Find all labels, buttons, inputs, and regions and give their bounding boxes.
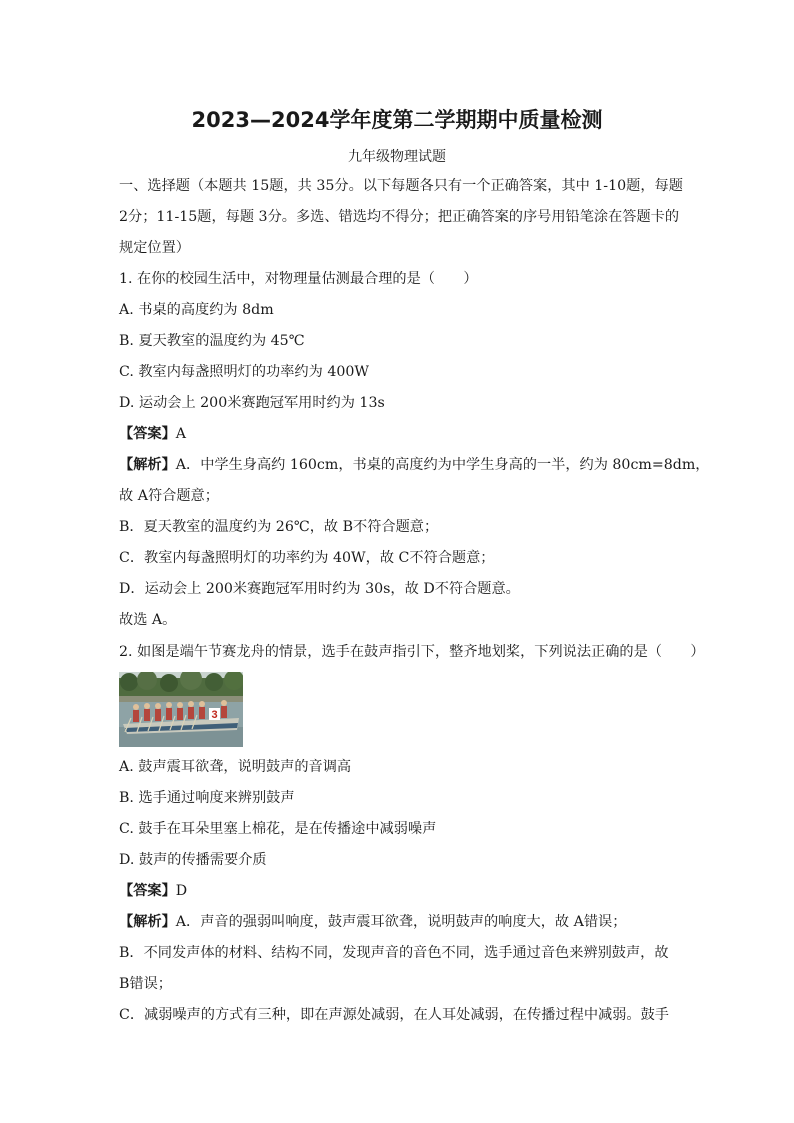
analysis-text: A．声音的强弱叫响度，鼓声震耳欲聋，说明鼓声的响度大，故 A错误； (175, 914, 627, 930)
analysis-text: A．中学生身高约 160cm，书桌的高度约为中学生身高的一半，约为 80cm=8dm， (175, 457, 710, 473)
question-1-option-c: C. 教室内每盏照明灯的功率约为 400W (119, 364, 369, 380)
answer-tag: 【答案】 (119, 426, 176, 442)
question-1-option-d: D. 运动会上 200米赛跑冠军用时约为 13s (119, 395, 385, 411)
analysis-tag: 【解析】 (119, 914, 176, 930)
section-intro-line-3: 规定位置） (119, 240, 190, 256)
boat-number: 3 (211, 709, 218, 721)
question-2-analysis-line-4: C．减弱噪声的方式有三种，即在声源处减弱，在人耳处减弱，在传播过程中减弱。鼓手 (119, 1007, 669, 1023)
question-1-analysis-line-1 (119, 455, 710, 475)
question-1-option-b: B. 夏天教室的温度约为 45℃ (119, 333, 305, 349)
question-2-option-c: C. 鼓手在耳朵里塞上棉花，是在传播途中减弱噪声 (119, 821, 437, 837)
question-2-analysis-line-2: B．不同发声体的材料、结构不同，发现声音的音色不同，选手通过音色来辨别鼓声，故 (119, 945, 669, 961)
question-2-answer (119, 881, 679, 901)
question-2-option-a: A. 鼓声震耳欲聋，说明鼓声的音调高 (119, 759, 352, 775)
question-1-analysis-line-2: 故 A符合题意； (119, 488, 219, 504)
question-1-analysis-line-5: D．运动会上 200米赛跑冠军用时约为 30s，故 D不符合题意。 (119, 581, 520, 597)
answer-tag: 【答案】 (119, 883, 176, 899)
exam-title: 2023—2024学年度第二学期期中质量检测 (191, 108, 603, 132)
question-2-option-d: D. 鼓声的传播需要介质 (119, 852, 267, 868)
question-1-option-a: A. 书桌的高度约为 8dm (119, 302, 274, 318)
question-2-option-b: B. 选手通过响度来辨别鼓声 (119, 790, 295, 806)
question-1-stem: 1. 在你的校园生活中，对物理量估测最合理的是（ ） (119, 271, 478, 287)
question-2-analysis-line-1 (119, 912, 679, 932)
question-1-answer (119, 424, 679, 444)
question-2-stem: 2. 如图是端午节赛龙舟的情景，选手在鼓声指引下，整齐地划桨，下列说法正确的是（ ） (119, 644, 705, 660)
dragon-boat-photo (119, 672, 243, 747)
question-1-analysis-line-3: B．夏天教室的温度约为 26℃，故 B不符合题意； (119, 519, 439, 535)
section-intro-line-1: 一、选择题（本题共 15题，共 35分。以下每题各只有一个正确答案，其中 1-10题，每题 (119, 178, 683, 194)
exam-subtitle: 九年级物理试题 (348, 149, 446, 165)
section-intro-line-2: 2分；11-15题，每题 3分。多选、错选均不得分；把正确答案的序号用铅笔涂在答题卡的 (119, 209, 680, 225)
answer-value: A (175, 426, 187, 442)
answer-value: D (175, 883, 188, 899)
question-2-analysis-line-3: B错误； (119, 976, 172, 992)
question-1-analysis-line-6: 故选 A。 (119, 612, 177, 628)
question-1-analysis-line-4: C．教室内每盏照明灯的功率约为 40W，故 C不符合题意； (119, 550, 495, 566)
analysis-tag: 【解析】 (119, 457, 176, 473)
